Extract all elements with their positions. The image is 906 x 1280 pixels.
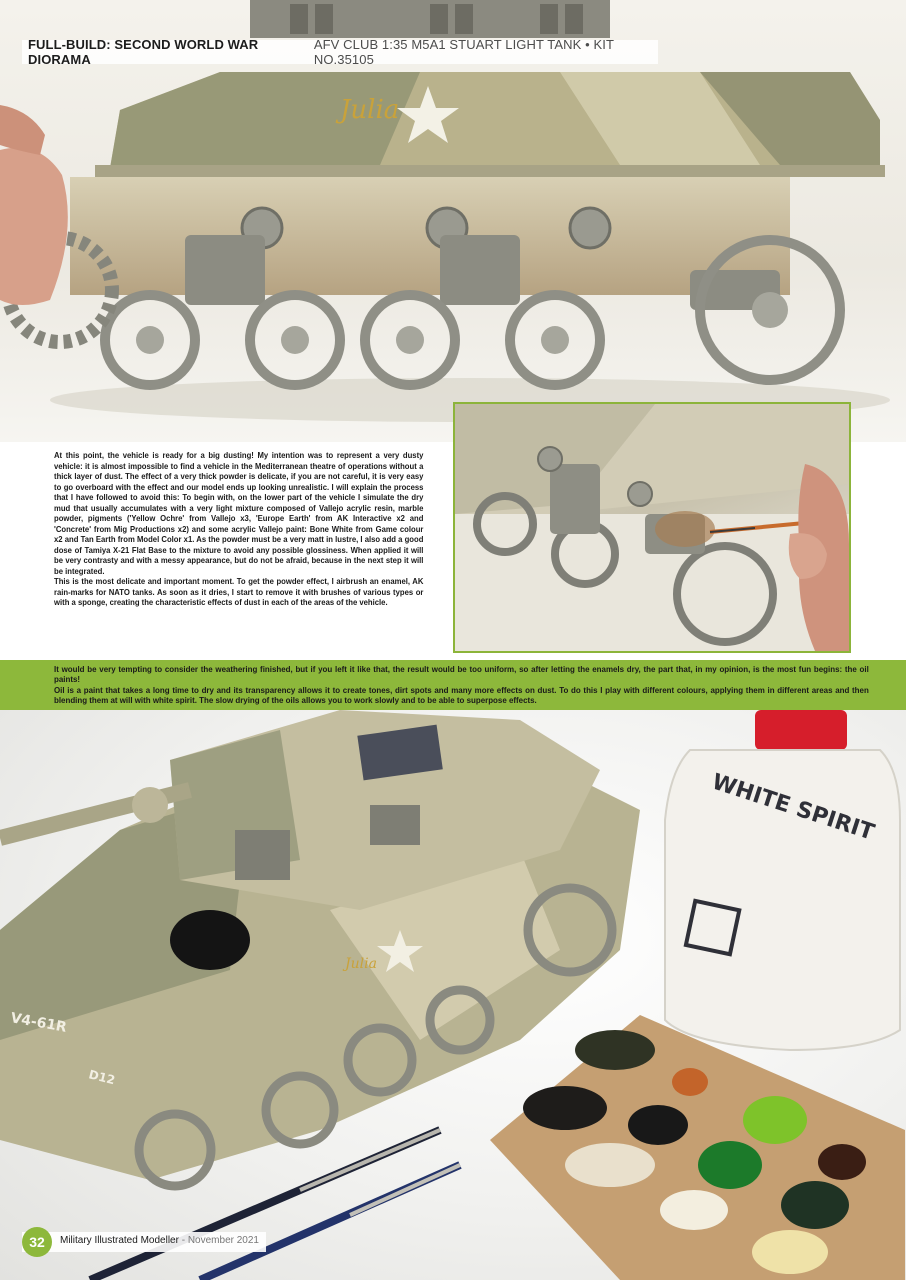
green-highlight-band <box>0 660 906 710</box>
magazine-name: Military Illustrated Modeller <box>60 1235 179 1246</box>
bottle-label-text: WHITE SPIRIT <box>708 769 878 846</box>
green-band-paragraph: It would be very tempting to consider the weathering finished, but if you left it like that, the result would be too uniform, so after letting the enamels dry, the part that, in my opinion, is the most fun begins: the oil paints! <box>54 665 869 685</box>
kit-title: AFV CLUB 1:35 M5A1 STUART LIGHT TANK • KIT NO.35105 <box>313 37 614 67</box>
article-body <box>54 451 423 609</box>
body-paragraph: At this point, the vehicle is ready for a big dusting! My intention was to represent a very dusty vehicle: it is almost impossible to find a vehicle in the Mediterranean theatre of operations without a thick layer of dust. The effect of a very thick powder is delicate, if you are not careful, it is very easy to go overboard with the effect and our model ends up looking unrealistic. I will explain the process that I have followed to avoid this: To begin with, on the lower part of the vehicle I simulate the dry mud that usually accumulates with a very light mixture composed of Vallejo acrylic resin, marble powder, pigments ('Yellow Ochre' from Vallejo x3, 'Europe Earth' from AK Interactive x2 and 'Concrete' from Mig Productions x2) and some acrylic Vallejo paint: Bone White from Game colour x2 and Tan Earth from Model Color x1. As the powder must be a very matt in lustre, I also add a good dose of Tamiya X-21 Flat Base to the mixture to avoid any possible glossiness. When applied it will be very contrasty and with a messy appearance, but do not be afraid, because in the next step it will be integrated. <box>54 451 424 576</box>
footer-credit: Military Illustrated Modeller - November 2021 <box>60 1235 259 1246</box>
tank-oils-illustration <box>0 710 906 1280</box>
inset-dusting-photo <box>453 402 851 653</box>
tank-oils-photo <box>0 710 906 1280</box>
hull-name-marking: Julia <box>345 956 377 972</box>
issue-date: November 2021 <box>187 1235 259 1246</box>
inset-illustration <box>455 404 849 651</box>
body-paragraph: This is the most delicate and important moment. To get the powder effect, I airbrush an enamel, AK rain-marks for NATO tanks. As soon as it dries, I start to remove it with brushes of various types or with a sponge, creating the characteristic effects of dust in each of the areas of the vehicle. <box>54 577 424 607</box>
green-band-text <box>54 665 869 706</box>
turret-name-marking: Julia <box>340 95 400 125</box>
page-number-badge: 32 <box>22 1227 52 1257</box>
hull-number-marking: D12 <box>87 1067 117 1088</box>
article-section-title: FULL-BUILD: SECOND WORLD WAR DIORAMA <box>28 37 259 67</box>
green-band-paragraph: Oil is a paint that takes a long time to dry and its transparency allows it to create tones, dirt spots and many more effects on dust. To do this I play with different colours, applying them in different areas and then blending them at will with white spirit. The slow drying of the oils allows you to work slowly and to be able to superpose effects. <box>54 685 869 705</box>
article-header <box>22 37 658 67</box>
registration-marking: V4-61R <box>9 1010 68 1036</box>
